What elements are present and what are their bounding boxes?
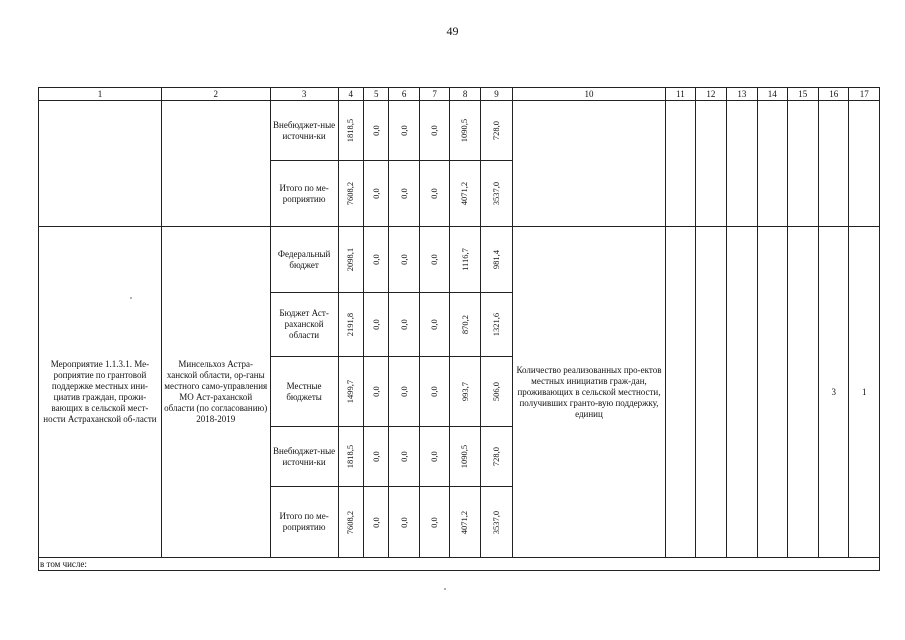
col-header: 1: [39, 88, 162, 101]
value-cell: [364, 487, 389, 558]
col-header: 5: [364, 88, 389, 101]
value-col6: 0,0: [398, 319, 409, 330]
value-cell: [419, 427, 449, 487]
value-col9: 1321,6: [491, 312, 502, 337]
value-cell: [419, 487, 449, 558]
value-col5: 0,0: [370, 451, 381, 462]
empty-cell: [787, 101, 818, 227]
executor-name: Минсельхоз Астра-ханской области, ор-ганы местного само-управления МО Аст-раханской области (по согласованию) 2018-2019: [161, 227, 270, 558]
indicator-name: Количество реализованных про-ектов местных инициатив граж-дан, проживающих в сельской местности, получивших гранто-вую поддержку, единиц: [513, 227, 665, 558]
value-col9: 728,0: [491, 120, 502, 141]
value-col9: 728,0: [491, 446, 502, 467]
value-cell: [364, 357, 389, 427]
col-header: 7: [419, 88, 449, 101]
value-col8: 1090,5: [459, 118, 470, 143]
value-col6: 0,0: [398, 451, 409, 462]
value-col9: 506,0: [491, 381, 502, 402]
value-cell: [364, 161, 389, 227]
value-cell: [338, 487, 363, 558]
funding-source: Внебюджет-ные источни-ки: [270, 427, 338, 487]
including-label: в том числе:: [39, 558, 880, 571]
table-row: [39, 227, 880, 293]
scan-speck: [444, 588, 446, 590]
value-col4: 1818,5: [345, 444, 356, 469]
value-cell: [450, 293, 480, 357]
value-cell: [364, 293, 389, 357]
col-header: 12: [696, 88, 726, 101]
value-cell: [389, 101, 419, 161]
col-header: 3: [270, 88, 338, 101]
value-cell: [389, 487, 419, 558]
col-header: 2: [161, 88, 270, 101]
value-col6: 0,0: [398, 386, 409, 397]
funding-source: Федеральный бюджет: [270, 227, 338, 293]
value-cell: [364, 427, 389, 487]
value-cell: [450, 427, 480, 487]
value-col6: 0,0: [398, 125, 409, 136]
value-col5: 0,0: [370, 188, 381, 199]
page-number: 49: [446, 24, 459, 38]
empty-cell: [696, 227, 726, 558]
value-cell: [419, 293, 449, 357]
value-cell: [450, 487, 480, 558]
value-col8: 4071,2: [459, 510, 470, 534]
value-col4: 2191,8: [345, 312, 356, 337]
value-col9: 981,4: [491, 249, 502, 270]
funding-source: Бюджет Аст-раханской области: [270, 293, 338, 357]
value-col8: 870,2: [459, 314, 470, 335]
indicator-cell-empty: [513, 101, 665, 227]
executor-cell-empty: [161, 101, 270, 227]
value-cell: [480, 427, 513, 487]
indicator-value-17: 1: [849, 227, 880, 558]
value-cell: [450, 101, 480, 161]
measure-cell-empty: [39, 101, 162, 227]
measure-name: Мероприятие 1.1.3.1. Ме-роприятие по грантовой поддержке местных ини-циатив граждан, прожи-вающих в сельской мест-ности Астраханской об-ласти: [39, 227, 162, 558]
value-col6: 0,0: [398, 516, 409, 528]
value-cell: [480, 227, 513, 293]
funding-source: Итого по ме-роприятию: [270, 487, 338, 558]
table-row: [39, 101, 880, 161]
value-col4: 2098,1: [345, 247, 356, 272]
value-cell: [419, 227, 449, 293]
funding-source: Итого по ме-роприятию: [270, 161, 338, 227]
value-cell: [419, 357, 449, 427]
value-cell: [338, 293, 363, 357]
indicator-value-16: 3: [819, 227, 849, 558]
value-col8: 1090,5: [459, 444, 470, 469]
value-col4: 7608,2: [345, 181, 356, 206]
value-cell: [389, 161, 419, 227]
value-cell: [480, 487, 513, 558]
empty-cell: [787, 227, 818, 558]
empty-cell: [849, 101, 880, 227]
col-header: 8: [450, 88, 480, 101]
value-col7: 0,0: [429, 516, 440, 528]
col-header: 11: [665, 88, 695, 101]
value-cell: [419, 161, 449, 227]
col-header: 14: [758, 88, 787, 101]
value-cell: [338, 161, 363, 227]
value-cell: [450, 357, 480, 427]
empty-cell: [726, 227, 757, 558]
value-cell: [338, 427, 363, 487]
value-col4: 7608,2: [345, 510, 356, 534]
col-header: 15: [787, 88, 818, 101]
value-cell: [419, 101, 449, 161]
value-col6: 0,0: [398, 188, 409, 199]
value-cell: [480, 161, 513, 227]
value-cell: [450, 161, 480, 227]
value-col9: 3537,0: [491, 510, 502, 534]
value-col5: 0,0: [370, 125, 381, 136]
value-cell: [364, 101, 389, 161]
value-cell: [389, 427, 419, 487]
empty-cell: [758, 101, 787, 227]
value-cell: [338, 357, 363, 427]
value-col7: 0,0: [429, 125, 440, 136]
value-col5: 0,0: [370, 254, 381, 265]
col-header: 4: [338, 88, 363, 101]
value-cell: [480, 101, 513, 161]
value-cell: [338, 227, 363, 293]
col-header: 6: [389, 88, 419, 101]
empty-cell: [665, 227, 695, 558]
scan-speck: [130, 297, 132, 299]
value-col7: 0,0: [429, 254, 440, 265]
value-col5: 0,0: [370, 386, 381, 397]
value-cell: [480, 357, 513, 427]
col-header: 10: [513, 88, 665, 101]
value-cell: [389, 293, 419, 357]
value-col5: 0,0: [370, 319, 381, 330]
empty-cell: [726, 101, 757, 227]
empty-cell: [696, 101, 726, 227]
empty-cell: [819, 101, 849, 227]
value-col4: 1818,5: [345, 118, 356, 143]
value-col7: 0,0: [429, 451, 440, 462]
empty-cell: [758, 227, 787, 558]
value-cell: [364, 227, 389, 293]
header-row: [39, 88, 880, 101]
value-cell: [480, 293, 513, 357]
footer-row: [39, 558, 880, 571]
empty-cell: [665, 101, 695, 227]
value-cell: [338, 101, 363, 161]
value-cell: [389, 227, 419, 293]
col-header: 13: [726, 88, 757, 101]
value-col7: 0,0: [429, 319, 440, 330]
value-cell: [450, 227, 480, 293]
value-col9: 3537,0: [491, 181, 502, 206]
col-header: 17: [849, 88, 880, 101]
value-col4: 1499,7: [345, 379, 356, 404]
value-col8: 1116,7: [459, 248, 470, 271]
col-header: 9: [480, 88, 513, 101]
col-header: 16: [819, 88, 849, 101]
value-col7: 0,0: [429, 386, 440, 397]
value-col8: 4071,2: [459, 181, 470, 206]
program-table: [38, 87, 880, 571]
funding-source: Внебюджет-ные источни-ки: [270, 101, 338, 161]
value-cell: [389, 357, 419, 427]
value-col8: 993,7: [459, 381, 470, 402]
value-col7: 0,0: [429, 188, 440, 199]
value-col5: 0,0: [370, 516, 381, 528]
funding-source: Местные бюджеты: [270, 357, 338, 427]
value-col6: 0,0: [398, 254, 409, 265]
